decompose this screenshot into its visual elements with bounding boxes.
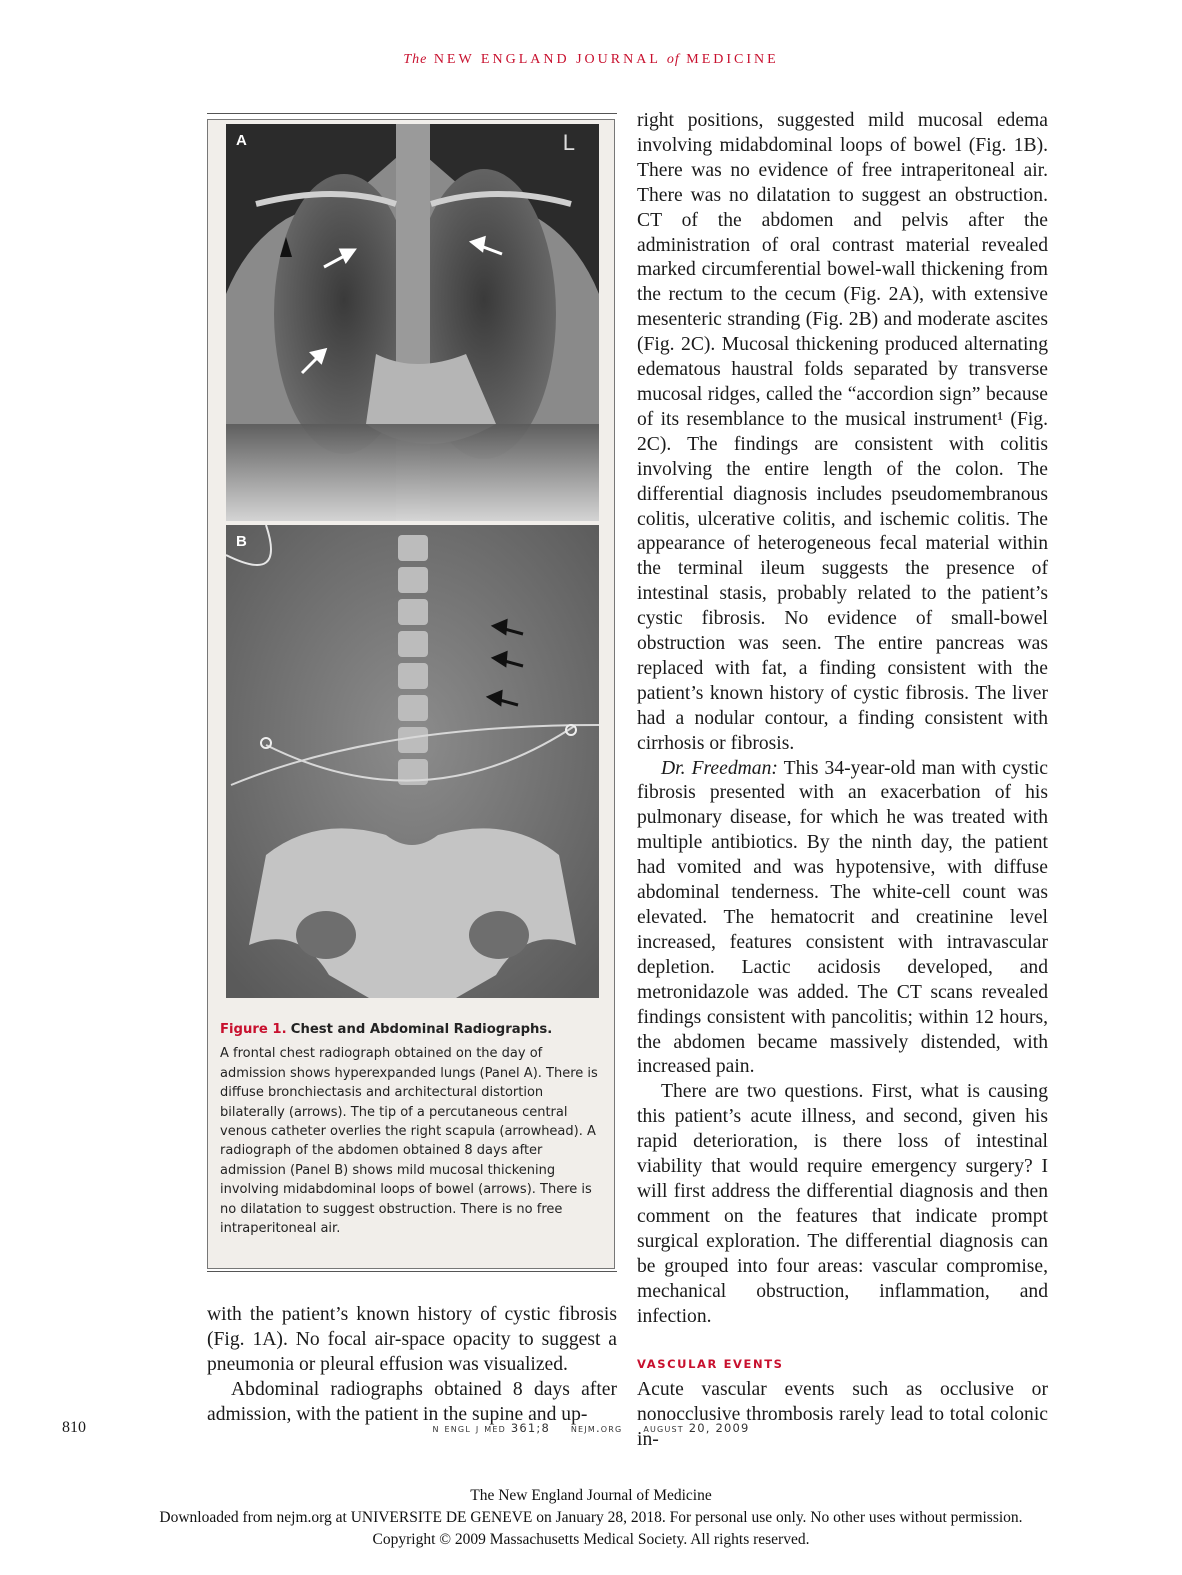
chest-radiograph bbox=[226, 124, 599, 521]
download-copyright: Copyright © 2009 Massachusetts Medical Society. All rights reserved. bbox=[372, 1531, 810, 1548]
journal-running-head bbox=[0, 52, 1182, 68]
journal-title-end: MEDICINE bbox=[686, 52, 779, 67]
speaker-name: Dr. Freedman: bbox=[661, 757, 778, 779]
abdominal-radiograph-image bbox=[226, 525, 599, 998]
figure-caption bbox=[220, 1020, 605, 1238]
left-column-text bbox=[207, 1303, 617, 1428]
right-paragraph-2-text: This 34-year-old man with cystic fibrosis presented with an exacerbation of his pulmonary disease, for which he was treated with multiple antibiotics. By the ninth day, the patient had vomited and was hypotensive, with diffuse abdominal tenderness. The white-cell count was elevated. The hematocrit and creatinine level increased, features consistent with intravascular depletion. Lactic acidosis developed, and metronidazole was added. The CT scans revealed findings consistent with pancolitis; within 12 hours, the abdomen became massively distended, with increased pain. bbox=[637, 757, 1048, 1078]
left-paragraph-2: Abdominal radiographs obtained 8 days after admission, with the patient in the supine and up- bbox=[207, 1378, 617, 1425]
caption-figure-title: Chest and Abdominal Radiographs. bbox=[290, 1022, 553, 1037]
footer-date: august 20, 2009 bbox=[643, 1421, 750, 1435]
right-paragraph-1: right positions, suggested mild mucosal edema involving midabdominal loops of bowel (Fig. 1B). There was no evidence of free intraperitoneal air. There was no dilatation to suggest an obstruction. CT of the abdomen and pelvis after the administration of oral contrast material revealed marked circumferential bowel-wall thickening from the rectum to the cecum (Fig. 2A), with extensive mesenteric stranding (Fig. 2B) and moderate ascites (Fig. 2C). Mucosal thickening produced alternating edematous haustral folds separated by transverse mucosal ridges, called the “accordion sign” because of its resemblance to the musical instrument¹ (Fig. 2C). The findings are consistent with colitis involving the entire length of the colon. The differential diagnosis includes pseudomembranous colitis, ulcerative colitis, and ischemic colitis. The appearance of heterogeneous fecal material within the terminal ileum suggests the presence of intestinal stasis, probably related to the patient’s cystic fibrosis. No evidence of small-bowel obstruction was seen. The entire pancreas was replaced with fat, a finding consistent with the patient’s known history of cystic fibrosis. The liver had a nodular contour, a finding consistent with cirrhosis or fibrosis. bbox=[637, 110, 1048, 754]
right-paragraph-3: There are two questions. First, what is causing this patient’s acute illness, and second, given his rapid deterioration, is there loss of intestinal viability that would require emergency surgery? I will first address the differential diagnosis and then comment on the features that indicate prompt surgical exploration. The differential diagnosis can be grouped into four areas: vascular compromise, mechanical obstruction, inflammation, and infection. bbox=[637, 1081, 1048, 1327]
journal-of: of bbox=[666, 52, 680, 67]
right-column-bottom-text bbox=[637, 1378, 1048, 1453]
figure-bottom-rule bbox=[207, 1271, 617, 1272]
footer-site-link[interactable]: nejm.org bbox=[570, 1421, 623, 1435]
right-paragraph-4: Acute vascular events such as occlusive or nonocclusive thrombosis rarely lead to total colonic in- bbox=[637, 1379, 1048, 1450]
download-journal-name: The New England Journal of Medicine bbox=[470, 1487, 712, 1504]
panel-b-label: B bbox=[236, 533, 247, 550]
left-paragraph-1: with the patient’s known history of cystic fibrosis (Fig. 1A). No focal air-space opacity to suggest a pneumonia or pleural effusion was visualized. bbox=[207, 1304, 617, 1375]
journal-the: The bbox=[403, 52, 428, 67]
right-paragraph-2 bbox=[637, 757, 1048, 1081]
panel-a-label: A bbox=[236, 132, 247, 149]
caption-body: A frontal chest radiograph obtained on the day of admission shows hyperexpanded lungs (Panel A). There is diffuse bronchiectasis and architectural distortion bilaterally (arrows). The tip of a percutaneous central venous catheter overlies the right scapula (arrowhead). A radiograph of the abdomen obtained 8 days after admission (Panel B) shows mild mucosal thickening involving midabdominal loops of bowel (arrows). There is no dilatation to suggest obstruction. There is no free intraperitoneal air. bbox=[220, 1046, 598, 1237]
figure-1 bbox=[207, 119, 615, 1269]
chest-radiograph-image bbox=[226, 124, 599, 521]
caption-figure-label: Figure 1. bbox=[220, 1022, 287, 1037]
footer-journal-citation: n engl j med 361;8 bbox=[432, 1421, 550, 1435]
panel-a-side-marker: L bbox=[562, 130, 575, 155]
journal-title-mid: NEW ENGLAND JOURNAL bbox=[433, 52, 661, 67]
download-notice bbox=[0, 1485, 1182, 1551]
caption-title-line bbox=[220, 1020, 605, 1039]
download-source-line: Downloaded from nejm.org at UNIVERSITE DE GENEVE on January 28, 2018. For personal use only. No other uses without permission. bbox=[159, 1509, 1023, 1526]
footer-citation bbox=[0, 1421, 1182, 1435]
page-number: 810 bbox=[62, 1419, 86, 1436]
figure-top-rule bbox=[207, 113, 617, 114]
right-column-text bbox=[637, 109, 1048, 1329]
section-heading-vascular-events: VASCULAR EVENTS bbox=[637, 1357, 784, 1371]
abdominal-radiograph bbox=[226, 525, 599, 998]
